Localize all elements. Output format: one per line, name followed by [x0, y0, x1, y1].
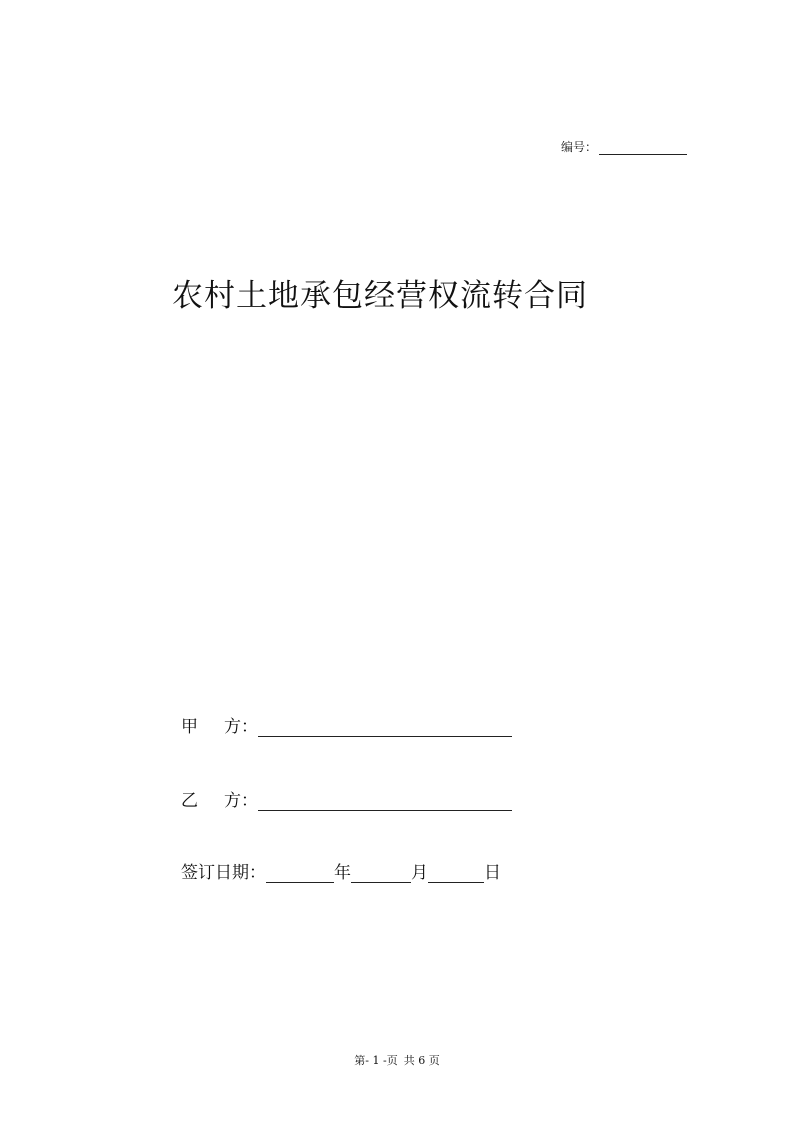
party-a-label-2: 方： [224, 717, 258, 737]
page-total: 共 6 页 [403, 1054, 440, 1067]
sign-date-day-label: 日 [484, 863, 501, 883]
page-footer [0, 1052, 794, 1068]
document-title: 农村土地承包经营权流转合同 [172, 278, 588, 314]
sign-date-year-label: 年 [334, 863, 351, 883]
sign-date-label: 签订日期： [181, 863, 266, 883]
contract-number-label: 编号： [561, 140, 598, 154]
party-b-label-1: 乙 [181, 791, 198, 811]
sign-date-year-blank[interactable] [266, 865, 334, 883]
contract-number [561, 138, 687, 155]
contract-number-blank[interactable] [599, 142, 687, 155]
sign-date-month-blank[interactable] [351, 865, 411, 883]
page-number: 第- 1 -页 [354, 1054, 398, 1067]
sign-date-month-label: 月 [411, 863, 428, 883]
party-a-label-1: 甲 [181, 717, 198, 737]
sign-date-row [181, 858, 501, 883]
party-b-label-2: 方： [224, 791, 258, 811]
sign-date-day-blank[interactable] [428, 865, 484, 883]
party-a-row [181, 712, 512, 737]
party-a-blank[interactable] [258, 719, 512, 737]
party-b-blank[interactable] [258, 793, 512, 811]
party-b-row [181, 786, 512, 811]
